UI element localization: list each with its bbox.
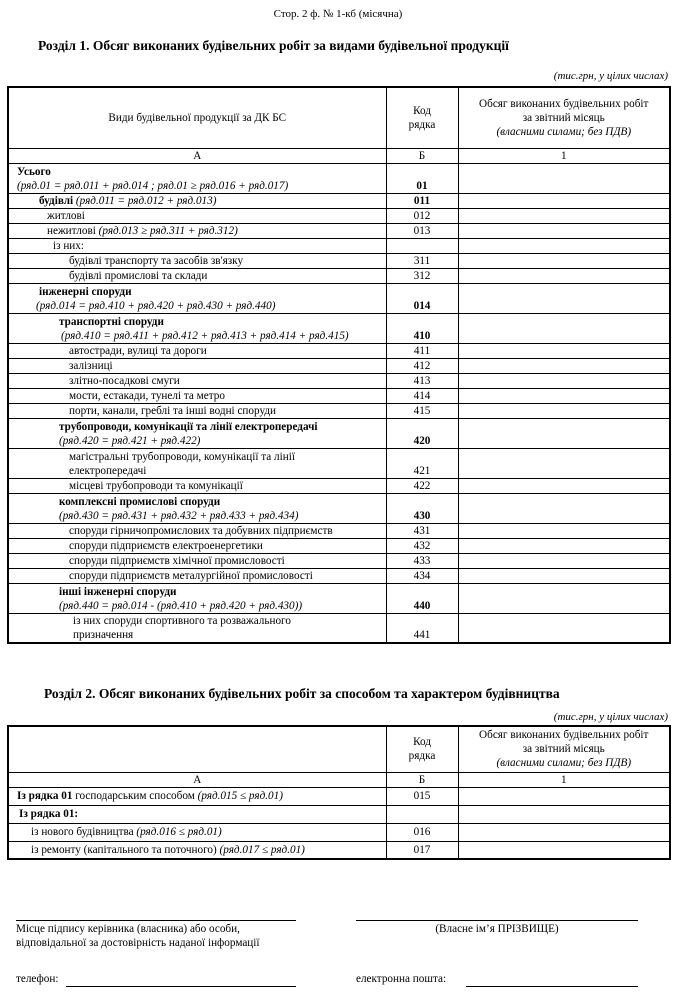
- value-cell-013[interactable]: [458, 223, 670, 238]
- table-row: [8, 478, 670, 493]
- row-code: 420: [386, 418, 458, 448]
- value-cell-431[interactable]: [458, 523, 670, 538]
- table-row: [8, 787, 670, 805]
- row-code: 412: [386, 358, 458, 373]
- table-row: [8, 238, 670, 253]
- letter-1: 1: [458, 148, 670, 163]
- row-code: 414: [386, 388, 458, 403]
- row-label: із ремонту (капітального та поточного) (ряд.017 ≤ ряд.01): [8, 841, 386, 859]
- column-letters-row: [8, 772, 670, 787]
- row-code: [386, 805, 458, 823]
- value-cell-440[interactable]: [458, 583, 670, 613]
- table-header-row: [8, 726, 670, 772]
- col-b-header: Код рядка: [386, 87, 458, 148]
- row-code: 432: [386, 538, 458, 553]
- name-line[interactable]: [356, 920, 638, 921]
- letter-b: Б: [386, 772, 458, 787]
- row-label: магістральні трубопроводи, комунікації та лінії електропередачі: [8, 448, 386, 478]
- col-a-header: Види будівельної продукції за ДК БС: [8, 87, 386, 148]
- row-code: 312: [386, 268, 458, 283]
- value-cell-312[interactable]: [458, 268, 670, 283]
- table-row: [8, 418, 670, 448]
- table-row: [8, 493, 670, 523]
- table-row: [8, 613, 670, 643]
- value-cell-017[interactable]: [458, 841, 670, 859]
- value-cell-422[interactable]: [458, 478, 670, 493]
- letter-a: А: [8, 772, 386, 787]
- row-code: 015: [386, 787, 458, 805]
- table-row: [8, 253, 670, 268]
- section1-title: Розділ 1. Обсяг виконаних будівельних робіт за видами будівельної продукції: [38, 38, 509, 53]
- row-code: 433: [386, 553, 458, 568]
- table-row: [8, 283, 670, 313]
- section2-units: (тис.грн, у цілих числах): [553, 711, 668, 723]
- section1-units: (тис.грн, у цілих числах): [553, 70, 668, 82]
- value-cell-311[interactable]: [458, 253, 670, 268]
- row-label: із них:: [8, 238, 386, 253]
- section2-table: [7, 725, 671, 860]
- row-label: споруди підприємств електроенергетики: [8, 538, 386, 553]
- row-label: житлові: [8, 208, 386, 223]
- row-code: 415: [386, 403, 458, 418]
- row-label: трубопроводи, комунікації та лінії електропередачі (ряд.420 = ряд.421 + ряд.422): [8, 418, 386, 448]
- value-cell-blank: [458, 805, 670, 823]
- letter-a: А: [8, 148, 386, 163]
- value-cell-412[interactable]: [458, 358, 670, 373]
- table-row: [8, 823, 670, 841]
- table-header-row: [8, 87, 670, 148]
- value-cell-430[interactable]: [458, 493, 670, 523]
- row-code: 421: [386, 448, 458, 478]
- table-row: [8, 268, 670, 283]
- table-row: [8, 358, 670, 373]
- value-cell-415[interactable]: [458, 403, 670, 418]
- row-label: будівлі транспорту та засобів зв'язку: [8, 253, 386, 268]
- value-cell-414[interactable]: [458, 388, 670, 403]
- value-cell-011[interactable]: [458, 193, 670, 208]
- email-field[interactable]: [466, 986, 638, 987]
- row-code: 014: [386, 283, 458, 313]
- row-code: 431: [386, 523, 458, 538]
- table-row: [8, 841, 670, 859]
- table-row: [8, 583, 670, 613]
- phone-label: телефон:: [16, 973, 59, 985]
- row-code: 441: [386, 613, 458, 643]
- row-label: автостради, вулиці та дороги: [8, 343, 386, 358]
- table-row: [8, 193, 670, 208]
- row-code: 411: [386, 343, 458, 358]
- table-row: [8, 313, 670, 343]
- row-label: мости, естакади, тунелі та метро: [8, 388, 386, 403]
- row-label: інженерні споруди (ряд.014 = ряд.410 + ряд.420 + ряд.430 + ряд.440): [8, 283, 386, 313]
- table-row: [8, 223, 670, 238]
- row-label: Із рядка 01:: [8, 805, 386, 823]
- table-row: [8, 388, 670, 403]
- value-cell-433[interactable]: [458, 553, 670, 568]
- row-label: порти, канали, греблі та інші водні споруди: [8, 403, 386, 418]
- column-letters-row: [8, 148, 670, 163]
- letter-b: Б: [386, 148, 458, 163]
- row-label: злітно-посадкові смуги: [8, 373, 386, 388]
- value-cell-421[interactable]: [458, 448, 670, 478]
- value-cell-432[interactable]: [458, 538, 670, 553]
- row-code: 430: [386, 493, 458, 523]
- row-label: Усього (ряд.01 = ряд.011 + ряд.014 ; ряд.01 ≥ ряд.016 + ряд.017): [8, 163, 386, 193]
- table-row: [8, 343, 670, 358]
- table-row: [8, 208, 670, 223]
- table-row: [8, 538, 670, 553]
- row-code: 410: [386, 313, 458, 343]
- row-label: будівлі (ряд.011 = ряд.012 + ряд.013): [8, 193, 386, 208]
- table-row: [8, 448, 670, 478]
- row-code: 012: [386, 208, 458, 223]
- row-label: споруди підприємств хімічної промисловості: [8, 553, 386, 568]
- table-row: [8, 163, 670, 193]
- value-cell-015[interactable]: [458, 787, 670, 805]
- table-row: [8, 373, 670, 388]
- table-row: [8, 568, 670, 583]
- col-b-header: Код рядка: [386, 726, 458, 772]
- row-label: споруди гірничопромислових та добувних підприємств: [8, 523, 386, 538]
- name-caption: (Власне ім’я ПРІЗВИЩЕ): [435, 923, 559, 935]
- row-code: 017: [386, 841, 458, 859]
- table-row: [8, 403, 670, 418]
- signature-caption: Місце підпису керівника (власника) або особи, відповідальної за достовірність наданої інформації: [16, 923, 260, 949]
- table-row: [8, 523, 670, 538]
- row-code: 01: [386, 163, 458, 193]
- value-cell-411[interactable]: [458, 343, 670, 358]
- row-label: нежитлові (ряд.013 ≥ ряд.311 + ряд.312): [8, 223, 386, 238]
- row-label: Із рядка 01 господарським способом (ряд.015 ≤ ряд.01): [8, 787, 386, 805]
- row-label: інші інженерні споруди (ряд.440 = ряд.014 - (ряд.410 + ряд.420 + ряд.430)): [8, 583, 386, 613]
- value-cell-016[interactable]: [458, 823, 670, 841]
- value-cell-420[interactable]: [458, 418, 670, 448]
- value-cell-413[interactable]: [458, 373, 670, 388]
- row-code: 016: [386, 823, 458, 841]
- row-label: із нового будівництва (ряд.016 ≤ ряд.01): [8, 823, 386, 841]
- section1-table: [7, 86, 671, 644]
- value-cell-012[interactable]: [458, 208, 670, 223]
- row-code: 440: [386, 583, 458, 613]
- phone-field[interactable]: [66, 986, 296, 987]
- row-label: транспортні споруди (ряд.410 = ряд.411 + ряд.412 + ряд.413 + ряд.414 + ряд.415): [8, 313, 386, 343]
- row-code: 311: [386, 253, 458, 268]
- row-code: 413: [386, 373, 458, 388]
- value-cell-blank: [458, 238, 670, 253]
- value-cell-01[interactable]: [458, 163, 670, 193]
- row-label: місцеві трубопроводи та комунікації: [8, 478, 386, 493]
- row-code: [386, 238, 458, 253]
- col-1-header: Обсяг виконаних будівельних робіт за звітний місяць (власними силами; без ПДВ): [458, 87, 670, 148]
- col-1-header: Обсяг виконаних будівельних робіт за звітний місяць (власними силами; без ПДВ): [458, 726, 670, 772]
- row-code: 434: [386, 568, 458, 583]
- row-label: із них споруди спортивного та розважального призначення: [8, 613, 386, 643]
- section2-title: Розділ 2. Обсяг виконаних будівельних робіт за способом та характером будівництва: [44, 686, 560, 701]
- value-cell-410[interactable]: [458, 313, 670, 343]
- signature-line[interactable]: [16, 920, 296, 921]
- col-a-header: [8, 726, 386, 772]
- row-label: залізниці: [8, 358, 386, 373]
- value-cell-014[interactable]: [458, 283, 670, 313]
- page-header: Стор. 2 ф. № 1-кб (місячна): [273, 8, 403, 20]
- row-code: 013: [386, 223, 458, 238]
- row-code: 011: [386, 193, 458, 208]
- email-label: електронна пошта:: [356, 973, 447, 985]
- value-cell-434[interactable]: [458, 568, 670, 583]
- table-row: [8, 805, 670, 823]
- letter-1: 1: [458, 772, 670, 787]
- row-label: комплексні промислові споруди (ряд.430 = ряд.431 + ряд.432 + ряд.433 + ряд.434): [8, 493, 386, 523]
- row-code: 422: [386, 478, 458, 493]
- table-row: [8, 553, 670, 568]
- value-cell-441[interactable]: [458, 613, 670, 643]
- row-label: споруди підприємств металургійної промисловості: [8, 568, 386, 583]
- row-label: будівлі промислові та склади: [8, 268, 386, 283]
